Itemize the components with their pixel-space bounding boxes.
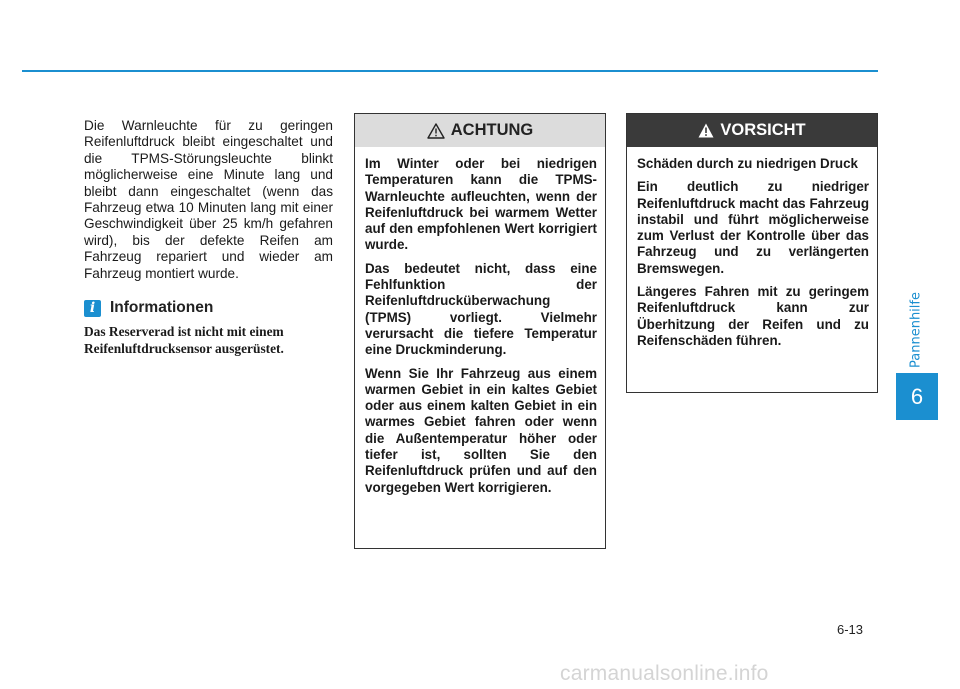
section-label: [896, 290, 936, 370]
vorsicht-title: VORSICHT: [720, 121, 806, 139]
vorsicht-paragraph: Schäden durch zu niedrigen Druck: [637, 156, 858, 171]
achtung-box: [354, 113, 606, 549]
chapter-tab: 6: [896, 373, 938, 420]
warning-triangle-filled-icon: [698, 123, 714, 138]
vorsicht-body: [627, 147, 877, 349]
section-label-text: Pannenhilfe: [908, 292, 924, 368]
left-column: [84, 118, 333, 357]
achtung-paragraph: Im Winter oder bei niedrigen Temperaturen kann die TPMS-Warnleuchte aufleuchten, wenn der Reifenluftdruck bei warmem Wetter auf den empfohlenen Wert korrigiert wurde.: [365, 156, 597, 253]
achtung-paragraph: Das bedeutet nicht, dass eine Fehlfunktion der Reifenluftdrucküberwachung (TPMS) vorliegt. Vielmehr verursacht die tiefere Temperatur eine Druckminderung.: [365, 260, 597, 358]
header-rule: [22, 70, 878, 72]
info-title: Informationen: [110, 299, 214, 317]
warning-triangle-outline-icon: [427, 123, 445, 139]
achtung-body: [355, 147, 605, 496]
vorsicht-paragraph: Ein deutlich zu niedriger Reifenluftdruck macht das Fahrzeug instabil und führt möglicherweise zum Verlust der Kontrolle über das Fahrzeug und zu verlängerten Bremswegen.: [637, 179, 869, 276]
achtung-header: [355, 114, 605, 147]
info-heading: [84, 299, 333, 317]
vorsicht-paragraph: Längeres Fahren mit zu geringem Reifenluftdruck kann zur Überhitzung der Reifen und zu Reifenschäden führen.: [637, 284, 869, 348]
info-icon: i: [84, 300, 101, 317]
body-paragraph: Die Warnleuchte für zu geringen Reifenluftdruck bleibt eingeschaltet und die TPMS-Störungsleuchte blinkt möglicherweise eine Minute lang und bleibt dann eingeschaltet (wenn das Fahrzeug etwa 10 Minuten lang mit einer Geschwindigkeit über 25 km/h gefahren wird), bis der defekte Reifen am Fahrzeug repariert und wieder am Fahrzeug montiert wurde.: [84, 118, 333, 281]
info-text: Das Reserverad ist nicht mit einem Reifenluftdrucksensor ausgerüstet.: [84, 324, 284, 356]
vorsicht-box: [626, 113, 878, 393]
achtung-paragraph: Wenn Sie Ihr Fahrzeug aus einem warmen Gebiet in ein kaltes Gebiet oder aus einem kalten Gebiet in ein warmes Gebiet fahren oder wenn die Außentemperatur höher oder tiefer ist, sollten Sie den Reifenluftdruck prüfen und auf den vorgegeben Wert korrigieren.: [365, 365, 597, 495]
vorsicht-header: [627, 114, 877, 147]
watermark: carmanualsonline.info: [560, 662, 769, 685]
page-number: 6-13: [837, 622, 864, 637]
achtung-title: ACHTUNG: [450, 121, 534, 139]
